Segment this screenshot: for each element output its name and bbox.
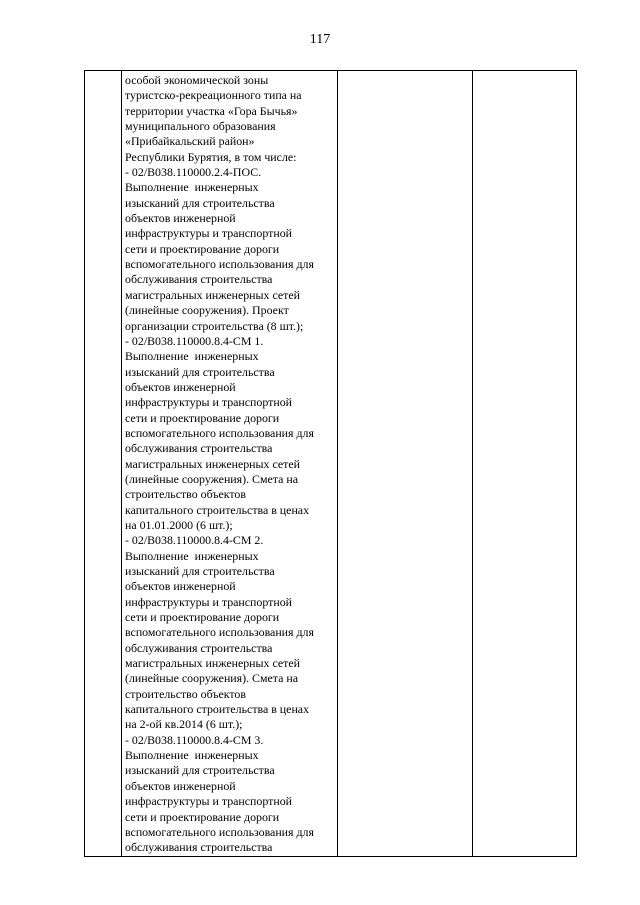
- description-line: капитального строительства в ценах: [125, 702, 310, 717]
- description-line: муниципального образования: [125, 119, 276, 134]
- description-line: строительство объектов: [125, 487, 246, 502]
- cell-text-column-4: [473, 71, 576, 73]
- table-row: [85, 71, 577, 857]
- description-line: (линейные сооружения). Смета на: [125, 671, 299, 686]
- description-line: вспомогательного использования для: [125, 425, 314, 440]
- description-line: сети и проектирование дороги: [125, 809, 280, 824]
- description-line: магистральных инженерных сетей: [125, 287, 300, 302]
- table-cell-description: [122, 71, 338, 857]
- description-line: сети и проектирование дороги: [125, 241, 280, 256]
- description-line: инфраструктуры и транспортной: [125, 794, 293, 809]
- description-line: Республики Бурятия, в том числе:: [125, 149, 297, 164]
- description-line: вспомогательного использования для: [125, 625, 314, 640]
- description-line: обслуживания строительства: [125, 441, 273, 456]
- description-line: «Прибайкальский район»: [125, 134, 255, 149]
- table-cell-column-4: [473, 71, 577, 857]
- description-line: инфраструктуры и транспортной: [125, 226, 293, 241]
- description-line: сети и проектирование дороги: [125, 410, 280, 425]
- description-line: вспомогательного использования для: [125, 824, 314, 839]
- description-line: Выполнение инженерных: [125, 180, 259, 195]
- description-line: инфраструктуры и транспортной: [125, 594, 293, 609]
- description-line: - 02/В038.110000.8.4-СМ 1.: [125, 333, 264, 348]
- cell-text-description: [122, 71, 337, 856]
- description-line: туристско-рекреационного типа на: [125, 88, 302, 103]
- description-line: изысканий для строительства: [125, 195, 275, 210]
- description-line: строительство объектов: [125, 686, 246, 701]
- table-cell-number: [85, 71, 122, 857]
- description-line: обслуживания строительства: [125, 640, 273, 655]
- description-line: - 02/В038.110000.8.4-СМ 3.: [125, 732, 264, 747]
- description-line: Выполнение инженерных: [125, 748, 259, 763]
- description-line: изысканий для строительства: [125, 364, 275, 379]
- description-line: Выполнение инженерных: [125, 548, 259, 563]
- page-number: 117: [309, 32, 331, 47]
- description-line: капитального строительства в ценах: [125, 502, 310, 517]
- description-line: на 01.01.2000 (6 шт.);: [125, 517, 233, 532]
- cell-text-column-3: [338, 71, 472, 73]
- description-line: объектов инженерной: [125, 211, 236, 226]
- description-line: объектов инженерной: [125, 579, 236, 594]
- description-line: (линейные сооружения). Смета на: [125, 471, 299, 486]
- description-line: территории участка «Гора Бычья»: [125, 103, 298, 118]
- description-line: организации строительства (8 шт.);: [125, 318, 304, 333]
- description-line: - 02/В038.110000.2.4-ПОС.: [125, 165, 262, 180]
- description-line: изысканий для строительства: [125, 564, 275, 578]
- description-line: инфраструктуры и транспортной: [125, 395, 293, 410]
- description-line: особой экономической зоны: [125, 73, 269, 87]
- description-line: обслуживания строительства: [125, 840, 273, 855]
- cell-text-number: [85, 71, 121, 73]
- description-line: - 02/В038.110000.8.4-СМ 2.: [125, 533, 264, 548]
- description-line: сети и проектирование дороги: [125, 610, 280, 625]
- description-line: объектов инженерной: [125, 778, 236, 793]
- description-line: обслуживания строительства: [125, 272, 273, 287]
- description-line: магистральных инженерных сетей: [125, 456, 300, 471]
- description-line: на 2-ой кв.2014 (6 шт.);: [125, 717, 243, 732]
- description-line: вспомогательного использования для: [125, 257, 314, 272]
- description-line: магистральных инженерных сетей: [125, 656, 300, 671]
- description-line: (линейные сооружения). Проект: [125, 303, 289, 318]
- description-line: объектов инженерной: [125, 379, 236, 394]
- table-cell-column-3: [338, 71, 473, 857]
- document-table: [84, 70, 577, 857]
- description-line: Выполнение инженерных: [125, 349, 259, 364]
- description-line: изысканий для строительства: [125, 763, 275, 778]
